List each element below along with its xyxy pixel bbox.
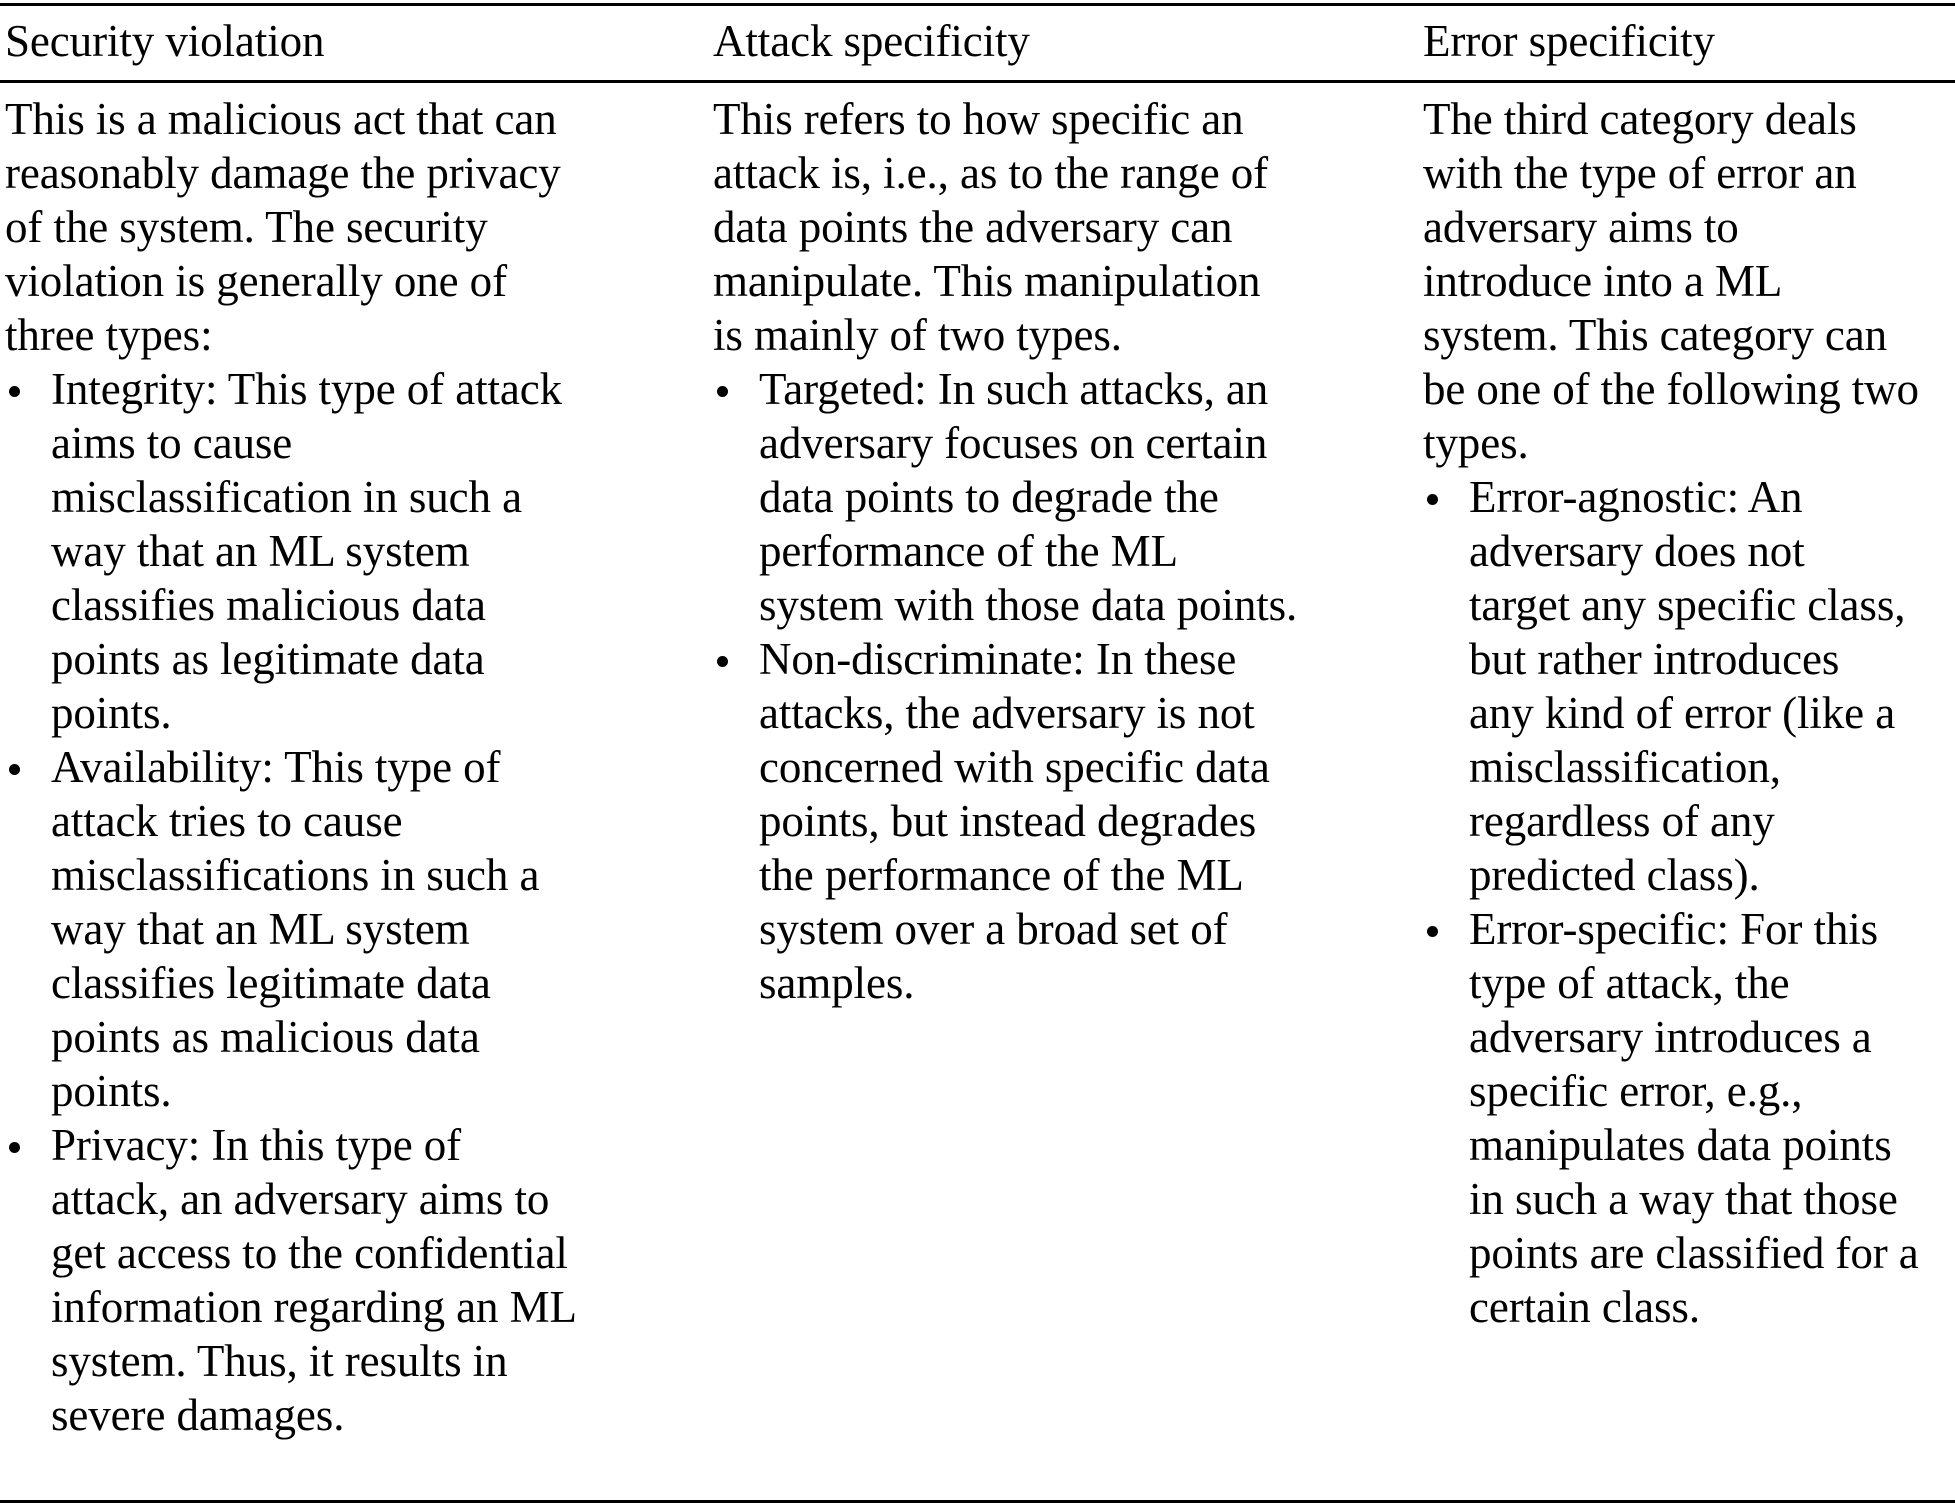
text-line: specific error, e.g., <box>1469 1066 1803 1116</box>
text-line: type of attack, the <box>1469 958 1790 1008</box>
header-security-violation: Security violation <box>5 16 325 66</box>
text-line: system with those data points. <box>759 580 1298 630</box>
text-line: Error-specific: For this <box>1469 904 1879 954</box>
text-line: three types: <box>5 310 213 360</box>
text-line: This is a malicious act that can <box>5 94 557 144</box>
text-line: data points to degrade the <box>759 472 1219 522</box>
text-line: points. <box>51 1066 172 1116</box>
text-line: certain class. <box>1469 1282 1700 1332</box>
table-top-rule <box>0 3 1955 6</box>
text-line: adversary does not <box>1469 526 1805 576</box>
text-line: but rather introduces <box>1469 634 1840 684</box>
text-line: misclassifications in such a <box>51 850 540 900</box>
text-line: system. Thus, it results in <box>51 1336 508 1386</box>
bullet-dot-icon <box>9 1142 20 1153</box>
text-line: points. <box>51 688 172 738</box>
text-line: adversary introduces a <box>1469 1012 1872 1062</box>
cell-security-violation <box>5 92 705 1442</box>
text-line: adversary focuses on certain <box>759 418 1268 468</box>
text-line: with the type of error an <box>1423 148 1857 198</box>
text-line: violation is generally one of <box>5 256 507 306</box>
text-line: performance of the ML <box>759 526 1178 576</box>
text-line: Availability: This type of <box>51 742 501 792</box>
bullet-dot-icon <box>9 764 20 775</box>
bullet-dot-icon <box>717 386 728 397</box>
text-line: points, but instead degrades <box>759 796 1257 846</box>
text-line: system over a broad set of <box>759 904 1228 954</box>
text-line: data points the adversary can <box>713 202 1233 252</box>
text-line: points as malicious data <box>51 1012 480 1062</box>
error-bullet-list <box>1423 470 1943 1334</box>
text-line: attack tries to cause <box>51 796 403 846</box>
text-line: concerned with specific data <box>759 742 1270 792</box>
text-line: Targeted: In such attacks, an <box>759 364 1269 414</box>
bullet-dot-icon <box>717 656 728 667</box>
text-line: regardless of any <box>1469 796 1775 846</box>
text-line: any kind of error (like a <box>1469 688 1896 738</box>
bullet-availability <box>5 740 705 1118</box>
table-header-rule <box>0 80 1955 83</box>
header-attack-specificity: Attack specificity <box>713 16 1030 66</box>
text-line: misclassification in such a <box>51 472 522 522</box>
text-line: reasonably damage the privacy <box>5 148 561 198</box>
text-line: Non-discriminate: In these <box>759 634 1237 684</box>
bullet-dot-icon <box>1427 926 1438 937</box>
attack-bullet-list <box>713 362 1413 1010</box>
text-line: Integrity: This type of attack <box>51 364 563 414</box>
bullet-dot-icon <box>1427 494 1438 505</box>
text-line: manipulate. This manipulation <box>713 256 1261 306</box>
text-line: The third category deals <box>1423 94 1857 144</box>
bullet-error-specific <box>1423 902 1943 1334</box>
text-line: information regarding an ML <box>51 1282 577 1332</box>
text-line: system. This category can <box>1423 310 1888 360</box>
text-line: classifies legitimate data <box>51 958 491 1008</box>
text-line: of the system. The security <box>5 202 488 252</box>
table-bottom-rule <box>0 1500 1955 1503</box>
header-error-specificity: Error specificity <box>1423 16 1715 66</box>
text-line: This refers to how specific an <box>713 94 1244 144</box>
text-line: classifies malicious data <box>51 580 486 630</box>
text-line: attack is, i.e., as to the range of <box>713 148 1269 198</box>
bullet-non-discriminate <box>713 632 1413 1010</box>
bullet-privacy <box>5 1118 705 1442</box>
text-line: way that an ML system <box>51 526 470 576</box>
text-line: misclassification, <box>1469 742 1781 792</box>
text-line: manipulates data points <box>1469 1120 1892 1170</box>
text-line: aims to cause <box>51 418 293 468</box>
bullet-targeted <box>713 362 1413 632</box>
text-line: in such a way that those <box>1469 1174 1898 1224</box>
text-line: adversary aims to <box>1423 202 1739 252</box>
bullet-integrity <box>5 362 705 740</box>
text-line: is mainly of two types. <box>713 310 1122 360</box>
cell-attack-specificity <box>713 92 1413 1010</box>
security-bullet-list <box>5 362 705 1442</box>
security-intro <box>5 92 705 362</box>
text-line: predicted class). <box>1469 850 1760 900</box>
text-line: the performance of the ML <box>759 850 1244 900</box>
bullet-dot-icon <box>9 386 20 397</box>
text-line: types. <box>1423 418 1529 468</box>
text-line: attack, an adversary aims to <box>51 1174 550 1224</box>
text-line: Privacy: In this type of <box>51 1120 462 1170</box>
text-line: severe damages. <box>51 1390 345 1440</box>
text-line: points as legitimate data <box>51 634 485 684</box>
text-line: points are classified for a <box>1469 1228 1919 1278</box>
text-line: way that an ML system <box>51 904 470 954</box>
cell-error-specificity <box>1423 92 1943 1334</box>
text-line: target any specific class, <box>1469 580 1906 630</box>
text-line: introduce into a ML <box>1423 256 1783 306</box>
error-intro <box>1423 92 1943 470</box>
attack-intro <box>713 92 1413 362</box>
text-line: Error-agnostic: An <box>1469 472 1803 522</box>
text-line: samples. <box>759 958 915 1008</box>
text-line: get access to the confidential <box>51 1228 568 1278</box>
text-line: attacks, the adversary is not <box>759 688 1255 738</box>
bullet-error-agnostic <box>1423 470 1943 902</box>
text-line: be one of the following two <box>1423 364 1919 414</box>
